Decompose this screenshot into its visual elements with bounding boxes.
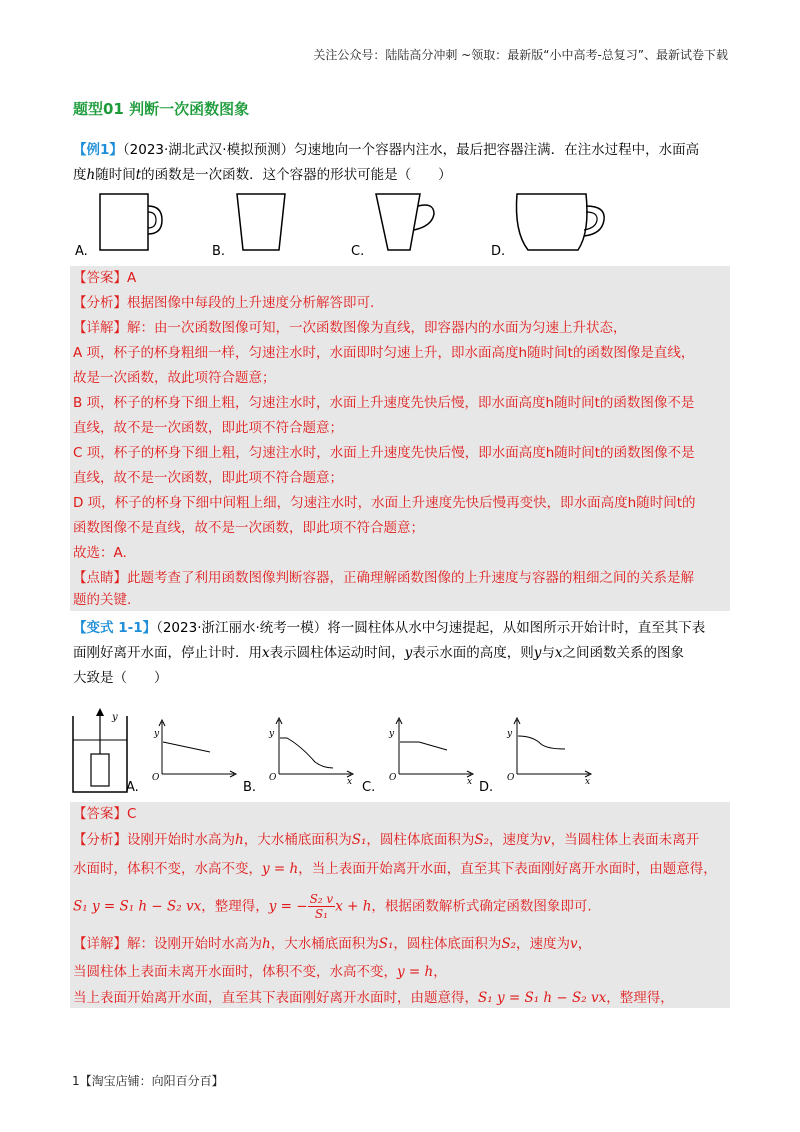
text: 面刚好离开水面，停止计时．用 <box>73 645 262 661</box>
section-title: 题型01 判断一次函数图象 <box>73 100 250 118</box>
text: ，大水桶底面积为 <box>270 936 379 952</box>
answer1-c-line1: C 项，杯子的杯身下细上粗，匀速注水时，水面上升速度先快后慢，即水面高度h随时间t的函数图像不是 <box>73 445 695 461</box>
var-s1: S₁ <box>378 936 394 952</box>
answer2-box <box>70 802 730 1008</box>
graph-b-x: x <box>347 777 353 787</box>
text: 度 <box>73 167 87 183</box>
graph-b-y: y <box>269 729 275 739</box>
var-s2: S₂ <box>501 936 517 952</box>
equation: S₁ y = S₁ h − S₂ vx <box>73 898 202 915</box>
fig-axis-y: y <box>112 712 118 723</box>
answer2-detail-line2 <box>73 960 447 985</box>
text: ，整理得， <box>606 990 674 1006</box>
graph-a-origin: O <box>152 773 160 783</box>
answer1-box <box>70 266 730 611</box>
text: 之间函数关系的图象 <box>562 645 685 661</box>
variant1-line3: 大致是（ ） <box>73 670 168 686</box>
fraction-denominator: S₁ <box>314 907 328 921</box>
equation: S₁ y = S₁ h − S₂ vx <box>478 990 607 1006</box>
answer1-answer: 【答案】A <box>73 270 137 286</box>
example1-question <box>73 138 729 188</box>
answer2-answer: 【答案】C <box>73 806 137 822</box>
graph-d <box>503 716 595 787</box>
example1-option-b: B. <box>212 244 226 259</box>
var-v: v <box>543 832 551 848</box>
answer1-c-line2: 直线，故不是一次函数，即此项不符合题意； <box>73 470 343 486</box>
answer1-a-line1: A 项，杯子的杯身粗细一样，匀速注水时，水面即时匀速上升，即水面高度h随时间t的函数图像是直线， <box>73 345 695 361</box>
graph-a <box>148 716 240 782</box>
var-h: h <box>262 936 271 952</box>
text: 当圆柱体上表面未离开水面时，体积不变，水高不变， <box>73 964 397 980</box>
var-t: t <box>135 167 142 183</box>
text: 表示水面的高度，则 <box>412 645 534 661</box>
example1-option-c: C. <box>351 244 365 259</box>
fraction <box>308 892 336 921</box>
answer1-comment-line1: 【点睛】此题考查了利用函数图像判断容器，正确理解函数图像的上升速度与容器的粗细之间的关系是解 <box>73 570 694 586</box>
equation: y = h <box>397 964 434 980</box>
text: ， <box>577 936 592 952</box>
graph-d-origin: O <box>507 773 515 783</box>
text: ，当圆柱体上表面未离开 <box>550 832 700 848</box>
text: ，当上表面开始离开水面，直至其下表面刚好离开水面时，由题意得， <box>298 861 717 877</box>
answer1-d-line1: D 项，杯子的杯身下细中间粗上细，匀速注水时，水面上升速度先快后慢再变快，即水面高度h随时间t的 <box>73 495 696 511</box>
variant1-line1: 将一圆柱体从水中匀速提起，从如图所示开始计时，直至其下表 <box>327 620 706 636</box>
cup-a-figure <box>96 192 166 254</box>
answer1-a-line2: 故是一次函数，故此项符合题意； <box>73 370 276 386</box>
text: 表示圆柱体运动时间， <box>269 645 405 661</box>
equation: y = h <box>262 861 299 877</box>
graph-b <box>265 716 357 787</box>
page-footer: 1【淘宝店铺：向阳百分百】 <box>72 1074 224 1088</box>
var-h: h <box>235 832 244 848</box>
answer2-analysis-line2 <box>73 857 717 882</box>
variant1-question <box>73 616 729 691</box>
answer1-analysis: 【分析】根据图像中每段的上升速度分析解答即可. <box>73 295 375 311</box>
cylinder-in-water-figure <box>72 706 132 794</box>
text: ，速度为 <box>516 936 571 952</box>
var-s2: S₂ <box>474 832 490 848</box>
answer1-b-line2: 直线，故不是一次函数，即此项不符合题意； <box>73 420 343 436</box>
var-y: y <box>404 645 413 661</box>
equation: x + h <box>335 898 372 915</box>
variant1-option-a: A. <box>126 780 139 795</box>
text: 【详解】解：设刚开始时水高为 <box>73 936 262 952</box>
answer2-analysis-line3 <box>73 892 592 921</box>
var-v: v <box>570 936 578 952</box>
example1-source: （2023·湖北武汉·模拟预测） <box>122 142 295 158</box>
variant1-option-d: D. <box>479 780 494 795</box>
cup-c-figure <box>374 192 444 254</box>
graph-b-origin: O <box>269 773 277 783</box>
graph-d-x: x <box>585 777 591 787</box>
variant1-option-c: C. <box>362 780 376 795</box>
text: 随时间 <box>95 167 136 183</box>
cup-b-figure <box>233 192 293 254</box>
text: 水面时，体积不变，水高不变， <box>73 861 262 877</box>
graph-a-y: y <box>154 729 160 739</box>
graph-c-origin: O <box>389 773 397 783</box>
text: 的函数是一次函数．这个容器的形状可能是（ ） <box>141 167 452 183</box>
text: ，整理得， <box>201 898 269 915</box>
answer1-d-line2: 函数图像不是直线，故不是一次函数，即此项不符合题意； <box>73 520 424 536</box>
variant1-option-b: B. <box>243 780 257 795</box>
var-y: y <box>533 645 542 661</box>
text: 【分析】设刚开始时水高为 <box>73 832 235 848</box>
text: ，速度为 <box>489 832 544 848</box>
text: 当上表面开始离开水面，直至其下表面刚好离开水面时，由题意得， <box>73 990 478 1006</box>
variant1-source: （2023·浙江丽水·统考一模） <box>156 620 328 636</box>
example1-option-d: D. <box>491 244 506 259</box>
graph-d-y: y <box>507 729 513 739</box>
var-s1: S₁ <box>351 832 367 848</box>
var-h: h <box>86 167 96 183</box>
example1-option-a: A. <box>75 244 88 259</box>
text: 与 <box>541 645 555 661</box>
text: ，大水桶底面积为 <box>243 832 352 848</box>
text: ，根据函数解析式确定函数图象即可. <box>371 898 592 915</box>
answer2-detail-line1 <box>73 932 591 957</box>
answer1-choose: 故选：A. <box>73 545 127 561</box>
graph-c-y: y <box>389 729 395 739</box>
example1-tag: 【例1】 <box>73 142 123 158</box>
answer2-analysis-line1 <box>73 828 699 853</box>
text: ，圆柱体底面积为 <box>366 832 475 848</box>
equation: y = − <box>268 898 308 915</box>
var-x: x <box>554 645 563 661</box>
cup-d-figure <box>514 192 609 254</box>
graph-c-x: x <box>467 777 473 787</box>
answer2-detail-line3 <box>73 986 674 1011</box>
fraction-numerator: S₂ v <box>309 892 334 906</box>
answer1-detail: 【详解】解：由一次函数图像可知，一次函数图像为直线，即容器内的水面为匀速上升状态， <box>73 320 627 336</box>
example1-line1: 匀速地向一个容器内注水，最后把容器注满．在注水过程中，水面高 <box>294 142 700 158</box>
answer1-b-line1: B 项，杯子的杯身下细上粗，匀速注水时，水面上升速度先快后慢，即水面高度h随时间t的函数图像不是 <box>73 395 695 411</box>
text: ， <box>433 964 447 980</box>
text: ，圆柱体底面积为 <box>393 936 502 952</box>
answer1-comment-line2: 题的关键. <box>73 592 132 608</box>
page-header: 关注公众号：陆陆高分冲刺 ~领取：最新版“小中高考-总复习”、最新试卷下载 <box>313 48 728 62</box>
var-x: x <box>262 645 270 661</box>
graph-c <box>385 716 477 787</box>
variant1-tag: 【变式 1-1】 <box>73 620 157 636</box>
